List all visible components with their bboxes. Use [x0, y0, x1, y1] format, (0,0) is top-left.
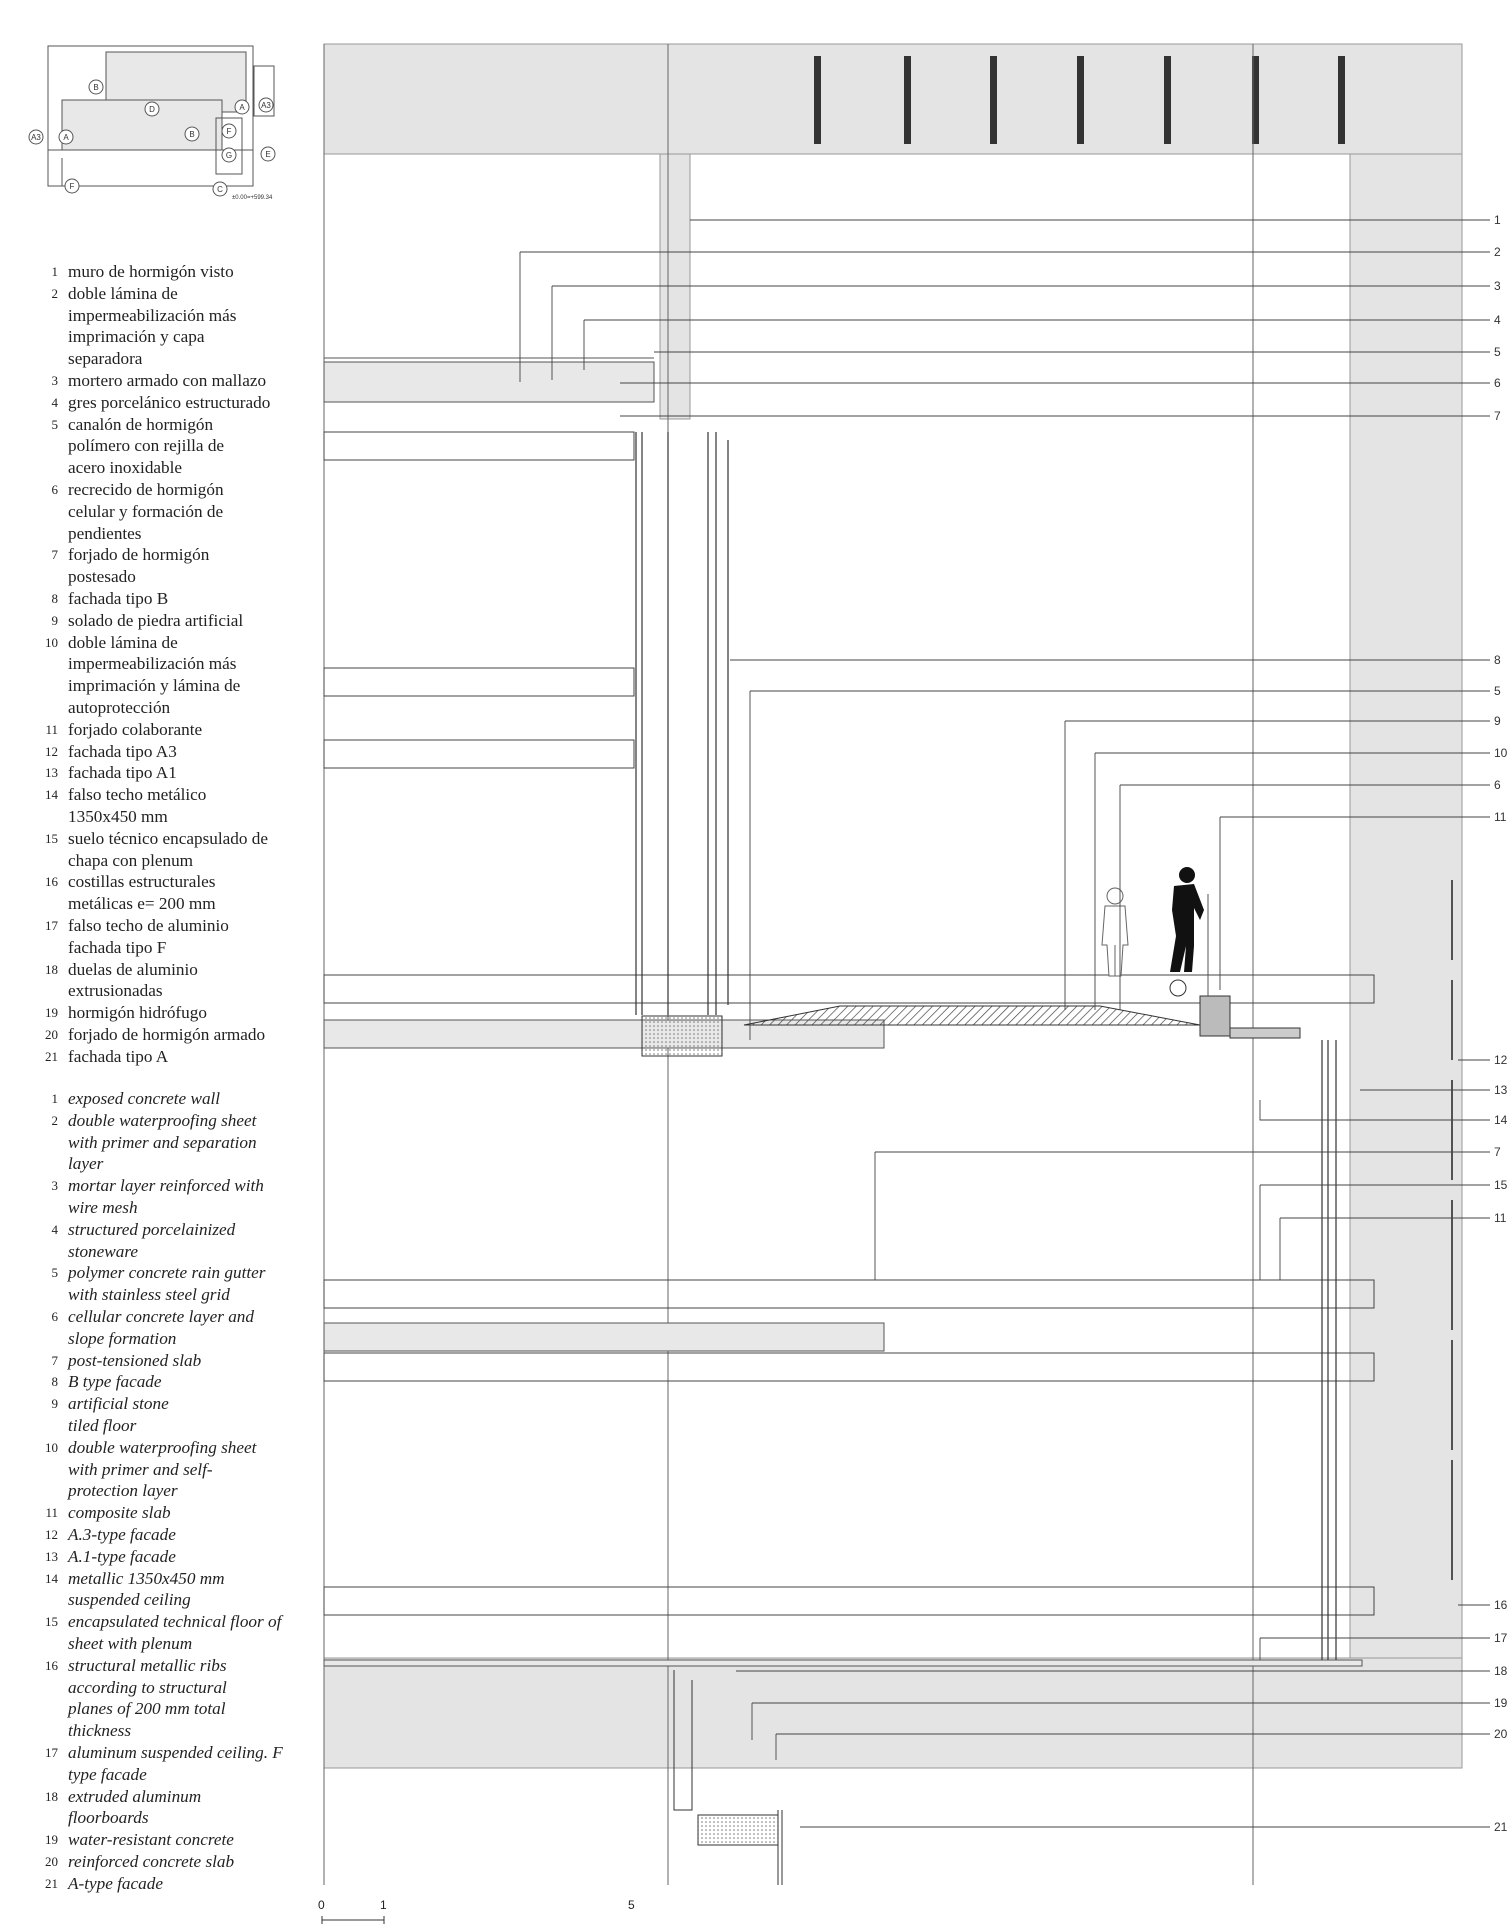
legend-item: 3 mortar layer reinforced with wire mesh [51, 1176, 264, 1217]
key-plan-label [261, 147, 275, 161]
legend-spanish [38, 261, 298, 1067]
legend-item: 12 fachada tipo A3 [45, 741, 177, 761]
legend-item: 18 duelas de aluminio extrusionadas [45, 959, 198, 1001]
legend-item: 6 recrecido de hormigón celular y formación de pendientes [51, 479, 224, 543]
key-plan-label [213, 182, 227, 196]
key-plan-label [29, 130, 43, 144]
callout-number: 15 [1494, 1178, 1508, 1192]
legend-item: 7 forjado de hormigón postesado [51, 545, 210, 587]
legend-item: 16 costillas estructurales metálicas e= 200 mm [45, 872, 216, 914]
facade-type-b [636, 432, 728, 1015]
scale-tick-label: 0 [318, 1898, 325, 1912]
callout-number: 9 [1494, 714, 1501, 728]
legend-item: 10 double waterproofing sheet with primer and self-protection layer [45, 1437, 257, 1501]
scale-tick-label: 5 [628, 1898, 635, 1912]
callout-number: 2 [1494, 245, 1501, 259]
svg-text:A: A [63, 133, 69, 142]
legend-item: 15 suelo técnico encapsulado de chapa con plenum [45, 828, 268, 870]
callout-number: 14 [1494, 1113, 1508, 1127]
svg-text:F: F [69, 182, 75, 191]
legend-item: 14 metallic 1350x450 mm suspended ceiling [45, 1568, 225, 1610]
callout-number: 13 [1494, 1083, 1508, 1097]
concrete-frame [324, 44, 1462, 1768]
callout-number: 7 [1494, 1145, 1501, 1159]
legend-item: 1 exposed concrete wall [51, 1089, 221, 1108]
callout-number: 6 [1494, 376, 1501, 390]
roof-buildup [324, 358, 654, 402]
callout-number: 6 [1494, 778, 1501, 792]
callout-number: 21 [1494, 1820, 1508, 1834]
legend-item: 5 canalón de hormigón polímero con rejilla de acero inoxidable [51, 414, 225, 478]
key-plan-label [222, 148, 236, 162]
person-outline-figure [1102, 888, 1128, 976]
callout-number: 3 [1494, 279, 1501, 293]
callout-number: 1 [1494, 213, 1501, 227]
legend-item: 8 fachada tipo B [51, 588, 169, 608]
key-plan-label [145, 102, 159, 116]
callout-numbers [1494, 213, 1508, 1834]
legend-item: 4 structured porcelainized stoneware [51, 1219, 236, 1261]
legend-item: 21 fachada tipo A [45, 1046, 169, 1066]
scale-bar [318, 1898, 658, 1928]
callout-number: 18 [1494, 1664, 1508, 1678]
legend-item: 4 gres porcelánico estructurado [51, 392, 271, 412]
person-silhouette-figure [1170, 867, 1204, 972]
legend-item: 11 forjado colaborante [45, 719, 203, 739]
legend-item: 20 reinforced concrete slab [45, 1851, 235, 1871]
legend-item: 21 A-type facade [45, 1873, 163, 1893]
svg-text:A3: A3 [261, 101, 271, 110]
legend-item: 8 B type facade [51, 1372, 162, 1392]
key-plan-label [185, 127, 199, 141]
legend-item: 13 fachada tipo A1 [45, 763, 177, 783]
key-plan-label [222, 124, 236, 138]
svg-text:E: E [265, 150, 271, 159]
key-plan-level-note: ±0.00=+599.34 [232, 195, 273, 201]
legend-item: 5 polymer concrete rain gutter with stainless steel grid [51, 1263, 266, 1305]
svg-text:B: B [93, 83, 99, 92]
svg-text:D: D [149, 105, 155, 114]
legend-item: 3 mortero armado con mallazo [51, 370, 267, 390]
callout-number: 11 [1494, 1211, 1507, 1225]
construction-section-drawing [320, 40, 1512, 1900]
svg-text:A: A [239, 103, 245, 112]
legend-item: 9 artificial stone tiled floor [51, 1394, 169, 1435]
legend-item: 16 structural metallic ribs according to structural planes of 200 mm total thickness [45, 1655, 227, 1741]
key-plan-label [259, 98, 273, 112]
legend-item: 1 muro de hormigón visto [51, 262, 234, 281]
key-plan-label [89, 80, 103, 94]
key-plan-label [65, 179, 79, 193]
legend-item: 17 falso techo de aluminio fachada tipo F [45, 915, 229, 957]
legend-item: 19 water-resistant concrete [45, 1830, 234, 1850]
callout-number: 20 [1494, 1727, 1508, 1741]
callout-number: 7 [1494, 409, 1501, 423]
legend-item: 2 double waterproofing sheet with primer and separation layer [51, 1110, 257, 1174]
svg-text:C: C [217, 185, 223, 194]
callout-number: 16 [1494, 1598, 1508, 1612]
legend-item: 11 composite slab [45, 1503, 171, 1523]
callout-number: 8 [1494, 653, 1501, 667]
callout-number: 19 [1494, 1696, 1508, 1710]
legend-item: 17 aluminum suspended ceiling. F type facade [45, 1742, 283, 1784]
legend-item: 13 A.1-type facade [45, 1546, 176, 1566]
callout-number: 10 [1494, 746, 1508, 760]
callout-number: 5 [1494, 684, 1501, 698]
legend-item: 10 doble lámina de impermeabilización más imprimación y lámina de autoprotección [45, 632, 241, 717]
facade-type-a [1322, 1040, 1336, 1660]
svg-text:B: B [189, 130, 195, 139]
legend-item: 9 solado de piedra artificial [51, 610, 244, 630]
svg-text:F: F [226, 127, 232, 136]
callout-number: 5 [1494, 345, 1501, 359]
scale-tick-label: 1 [380, 1898, 387, 1912]
legend-item: 12 A.3-type facade [45, 1524, 176, 1544]
legend-item: 14 falso techo metálico 1350x450 mm [45, 785, 207, 826]
callout-number: 12 [1494, 1053, 1508, 1067]
scale-bar-line [318, 1914, 658, 1928]
svg-text:G: G [225, 151, 233, 160]
legend-item: 2 doble lámina de impermeabilización más imprimación y capa separadora [51, 283, 237, 369]
legend-item: 20 forjado de hormigón armado [45, 1024, 266, 1044]
legend-item: 6 cellular concrete layer and slope formation [51, 1306, 254, 1348]
legend-item: 15 encapsulated technical floor of sheet with plenum [45, 1612, 282, 1653]
key-plan-label [59, 130, 73, 144]
legend-item: 7 post-tensioned slab [51, 1350, 202, 1370]
svg-text:A3: A3 [31, 133, 41, 142]
legend-english [38, 1088, 298, 1894]
key-plan-label [235, 100, 249, 114]
key-plan [26, 42, 282, 202]
legend-item: 18 extruded aluminum floorboards [45, 1786, 202, 1828]
callout-number: 4 [1494, 313, 1501, 327]
callout-number: 11 [1494, 810, 1507, 824]
slab-thick [324, 1020, 1362, 1666]
callout-number: 17 [1494, 1631, 1508, 1645]
legend-item: 19 hormigón hidrófugo [45, 1003, 207, 1023]
